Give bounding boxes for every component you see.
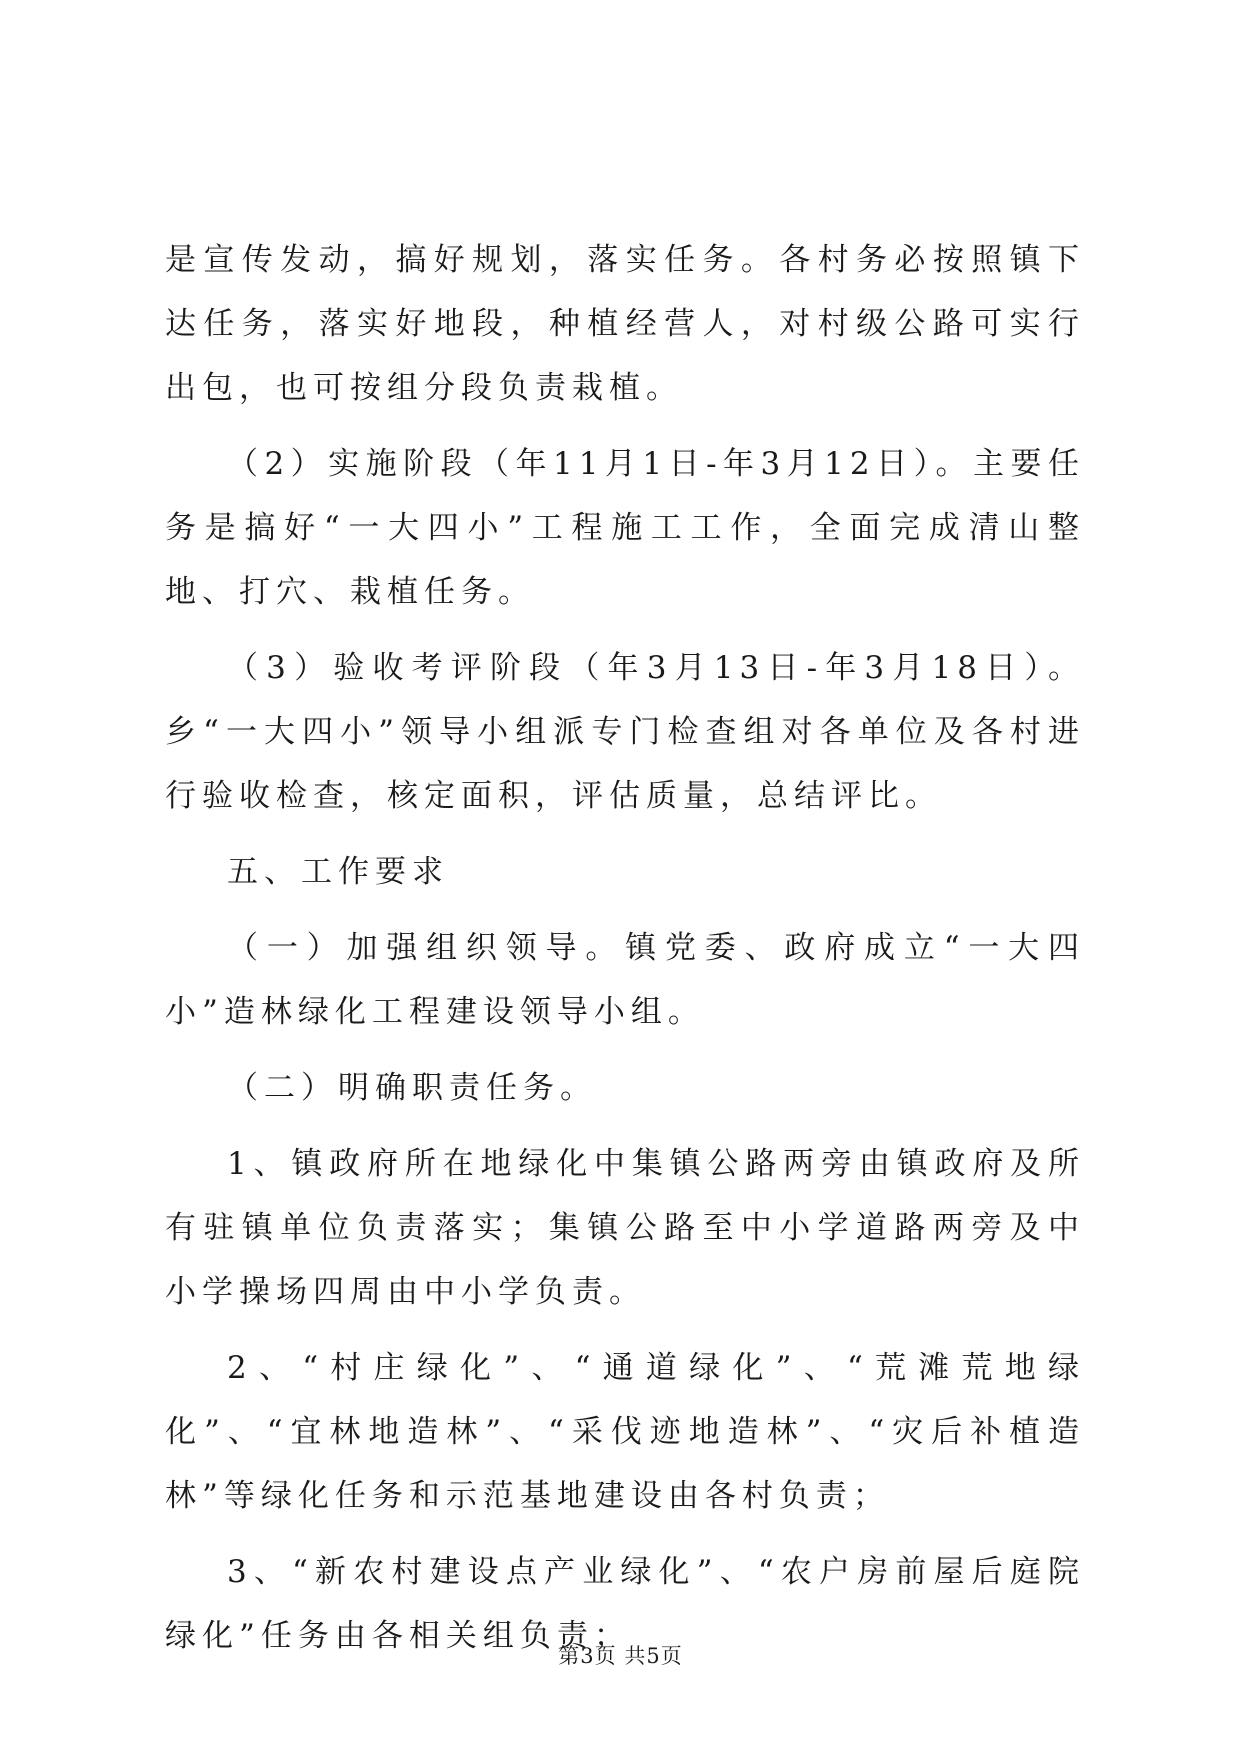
paragraph-acceptance-stage: （3）验收考评阶段（年3月13日-年3月18日）。乡“一大四小”领导小组派专门检查组对各单位及各村进行验收检查，核定面积，评估质量，总结评比。 bbox=[165, 650, 1085, 814]
list-item-2: 2、“村庄绿化”、“通道绿化”、“荒滩荒地绿化”、“宜林地造林”、“采伐迹地造林”、“灾后补植造林”等绿化任务和示范基地建设由各村负责； bbox=[165, 1350, 1085, 1514]
page-number-footer: 第3页 共5页 bbox=[558, 1644, 683, 1668]
paragraph-continuation: 是宣传发动，搞好规划，落实任务。各村务必按照镇下达任务，落实好地段，种植经营人，对村级公路可实行出包，也可按组分段负责栽植。 bbox=[165, 242, 1085, 406]
document-body bbox=[165, 228, 1085, 1680]
section-heading-work-requirements: 五、工作要求 bbox=[227, 854, 449, 890]
list-item-3: 3、“新农村建设点产业绿化”、“农户房前屋后庭院绿化”任务由各相关组负责； bbox=[165, 1554, 1085, 1654]
paragraph-implementation-stage: （2）实施阶段（年11月1日-年3月12日）。主要任务是搞好“一大四小”工程施工工作，全面完成清山整地、打穴、栽植任务。 bbox=[165, 446, 1085, 610]
list-item-1: 1、镇政府所在地绿化中集镇公路两旁由镇政府及所有驻镇单位负责落实；集镇公路至中小学道路两旁及中小学操场四周由中小学负责。 bbox=[165, 1146, 1085, 1310]
paragraph-clarify-duties: （二）明确职责任务。 bbox=[227, 1070, 597, 1106]
paragraph-strengthen-leadership: （一）加强组织领导。镇党委、政府成立“一大四小”造林绿化工程建设领导小组。 bbox=[165, 930, 1085, 1030]
